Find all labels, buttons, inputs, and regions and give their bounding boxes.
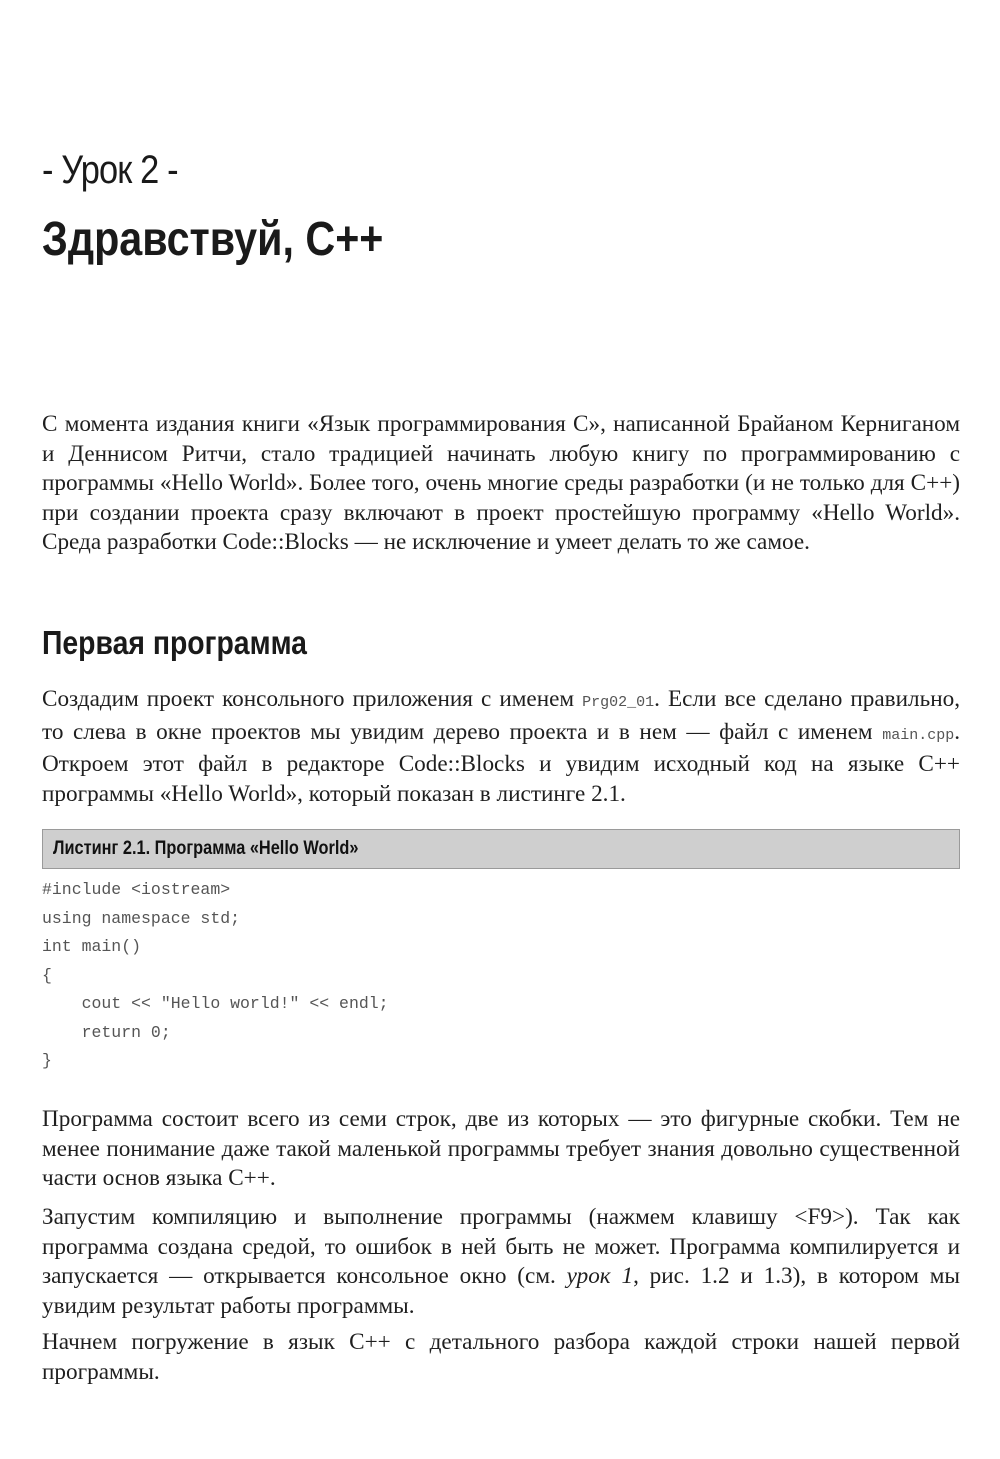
code-line: return 0; [42,1022,171,1042]
lesson-number: - Урок 2 - [42,148,178,192]
dive-paragraph: Начнем погружение в язык C++ с детального разбора каждой строки нашей первой программы. [42,1329,960,1385]
code-line: #include <iostream> [42,880,231,899]
listing-caption [42,829,960,869]
listing-caption-text: Листинг 2.1. Программа «Hello World» [53,838,359,859]
code-line: using namespace std; [42,908,241,928]
code-listing [42,876,389,1076]
intro-paragraph: С момента издания книги «Язык программирования C», написанной Брайаном Керниганом и Деннисом Ритчи, стало традицией начинать любую книгу по программированию с программы «Hello World». Более того, очень многие среды разработки (и не только для C++) при создании проекта сразу включают в проект простейшую программу «Hello World». Среда разработки Code::Blocks — не исключение и умеет делать то же самое. [42,411,960,555]
run-program-paragraph [42,1203,960,1321]
paragraph-text: . Откроем этот файл в редакторе Code::Blocks и увидим исходный код на языке C++ программы «Hello World», который показан в листинге 2.1. [42,718,960,807]
lesson-reference: урок 1 [566,1263,634,1289]
project-name: Prg02_01 [582,694,655,711]
section-title: Первая программа [42,624,307,661]
create-project-paragraph [42,685,960,809]
file-name: main.cpp [882,726,955,744]
code-line: cout << "Hello world!" << endl; [42,994,389,1013]
lesson-title: Здравствуй, C++ [42,213,384,266]
seven-lines-paragraph: Программа состоит всего из семи строк, две из которых — это фигурные скобки. Тем не менее понимание даже такой маленькой программы требует знания довольно существенной части основ языка C++. [42,1106,960,1191]
paragraph-text: Создадим проект консольного приложения с именем [42,686,583,712]
code-line: int main() [42,937,142,956]
code-line: { [42,965,52,985]
paragraph-text: . Если все сделано правильно, то слева в окне проектов мы увидим дерево проекта и в нем — файл с именем [42,686,960,745]
paragraph-text: Запустим компиляцию и выполнение программы (нажмем клавишу <F9>). Так как программа создана средой, то ошибок в ней быть не может. Программа компилируется и запускается — открывается консольное окно (см. [42,1204,960,1289]
paragraph-text: , рис. 1.2 и 1.3), в котором мы увидим результат работы программы. [42,1263,960,1319]
code-line: } [42,1051,52,1070]
